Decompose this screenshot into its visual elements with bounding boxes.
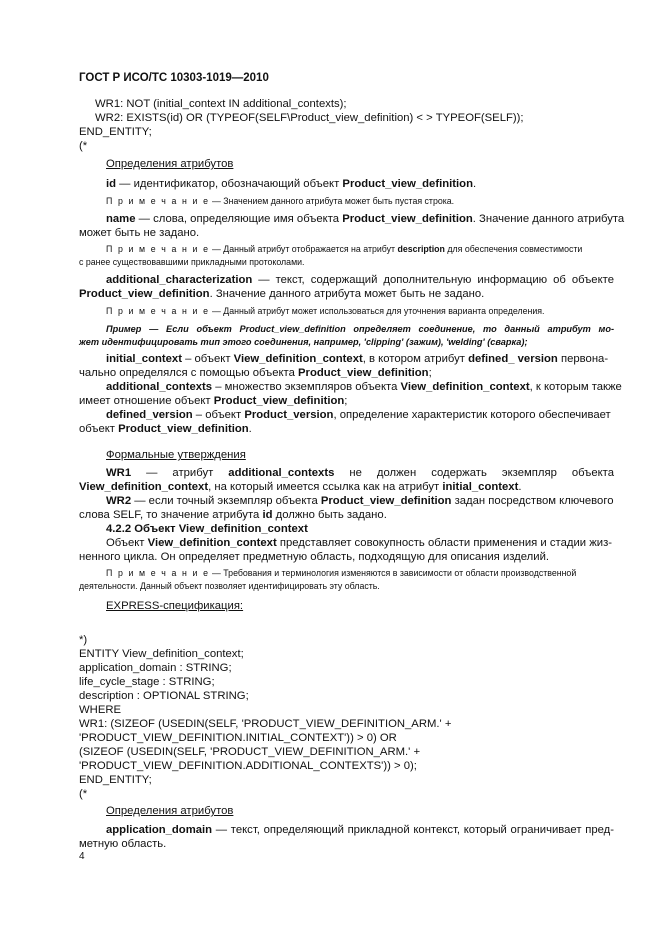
code-line: (SIZEOF (USEDIN(SELF, 'PRODUCT_VIEW_DEFINITION_ARM.' + [79, 746, 421, 758]
where-rule-line: WR1: NOT (initial_context IN additional_contexts); [95, 98, 347, 110]
rule-wr2: WR2 — если точный экземпляр объекта Product_view_definition задан посредством ключевого [106, 495, 614, 507]
attr-name: name — слова, определяющие имя объекта Product_view_definition. Значение данного атрибута [106, 213, 625, 225]
object-description-cont: ненного цикла. Он определяет предметную область, подходящую для описания изделий. [79, 551, 550, 563]
attr-id: id — идентификатор, обозначающий объект Product_view_definition. [106, 178, 477, 190]
page-number: 4 [79, 851, 85, 862]
note-cont: с ранее существовавшими прикладными протоколами. [79, 257, 305, 267]
attribute-definitions-heading: Определения атрибутов [106, 158, 234, 170]
code-line: WR1: (SIZEOF (USEDIN(SELF, 'PRODUCT_VIEW_DEFINITION_ARM.' + [79, 718, 452, 730]
where-rule-line: WR2: EXISTS(id) OR (TYPEOF(SELF\Product_view_definition) < > TYPEOF(SELF)); [95, 112, 524, 124]
attr-initial-context-cont: чально определялся с помощью объекта Product_view_definition; [79, 367, 432, 379]
rule-wr2-cont: слова SELF, то значение атрибута id должно быть задано. [79, 509, 387, 521]
note: П р и м е ч а н и е — Значением данного атрибута может быть пустая строка. [106, 196, 455, 206]
note: П р и м е ч а н и е — Данный атрибут отображается на атрибут description для обеспечения совместимости [106, 244, 583, 254]
example-cont: жет идентифицировать тип этого соединения, например, 'clipping' (зажим), 'welding' (сварка); [79, 337, 528, 347]
attr-additional-contexts: additional_contexts – множество экземпляров объекта View_definition_context, к которым также [106, 381, 622, 393]
attr-defined-version: defined_version – объект Product_version, определение характеристик которого обеспечивает [106, 409, 611, 421]
express-heading: EXPRESS-спецификация: [106, 600, 244, 612]
code-line: 'PRODUCT_VIEW_DEFINITION.INITIAL_CONTEXT')) > 0) OR [79, 732, 397, 744]
attr-name-cont: может быть не задано. [79, 227, 200, 239]
rule-wr1: WR1 — атрибут additional_contexts не должен содержать экземпляр объекта [106, 467, 615, 479]
section-title: 4.2.2 Объект View_definition_context [106, 523, 308, 535]
code-line: (* [79, 788, 88, 800]
code-line: 'PRODUCT_VIEW_DEFINITION.ADDITIONAL_CONTEXTS')) > 0); [79, 760, 417, 772]
code-line: application_domain : STRING; [79, 662, 232, 674]
attr-initial-context: initial_context – объект View_definition_context, в котором атрибут defined_ version первона- [106, 353, 609, 365]
attr-application-domain: application_domain — текст, определяющий прикладной контекст, который ограничивает пред- [106, 824, 614, 836]
attr-additional-contexts-cont: имеет отношение объект Product_view_definition; [79, 395, 348, 407]
code-line: END_ENTITY; [79, 774, 152, 786]
comment-open: (* [79, 140, 88, 152]
attr-additional-characterization: additional_characterization — текст, содержащий дополнительную информацию об объекте [106, 274, 614, 286]
code-line: WHERE [79, 704, 122, 716]
note-cont: деятельности. Данный объект позволяет идентифицировать эту область. [79, 581, 380, 591]
code-line: description : OPTIONAL STRING; [79, 690, 249, 702]
object-description: Объект View_definition_context представляет совокупность области применения и стадии жиз- [106, 537, 613, 549]
attribute-definitions-heading: Определения атрибутов [106, 805, 234, 817]
formal-propositions-heading: Формальные утверждения [106, 449, 246, 461]
attr-defined-version-cont: объект Product_view_definition. [79, 423, 252, 435]
example: Пример — Если объект Product_view_definition определяет соединение, то данный атрибут мо- [106, 324, 614, 334]
end-entity: END_ENTITY; [79, 126, 152, 138]
attr-additional-characterization-cont: Product_view_definition. Значение данного атрибута может быть не задано. [79, 288, 485, 300]
code-line: ENTITY View_definition_context; [79, 648, 244, 660]
rule-wr1-cont: View_definition_context, на который имеется ссылка как на атрибут initial_context. [79, 481, 522, 493]
code-line: life_cycle_stage : STRING; [79, 676, 215, 688]
note: П р и м е ч а н и е — Данный атрибут может использоваться для уточнения варианта определения. [106, 306, 545, 316]
attr-application-domain-cont: метную область. [79, 838, 167, 850]
code-line: *) [79, 634, 88, 646]
document-header: ГОСТ Р ИСО/ТС 10303-1019—2010 [79, 72, 269, 84]
note: П р и м е ч а н и е — Требования и терминология изменяются в зависимости от области производственной [106, 568, 577, 578]
